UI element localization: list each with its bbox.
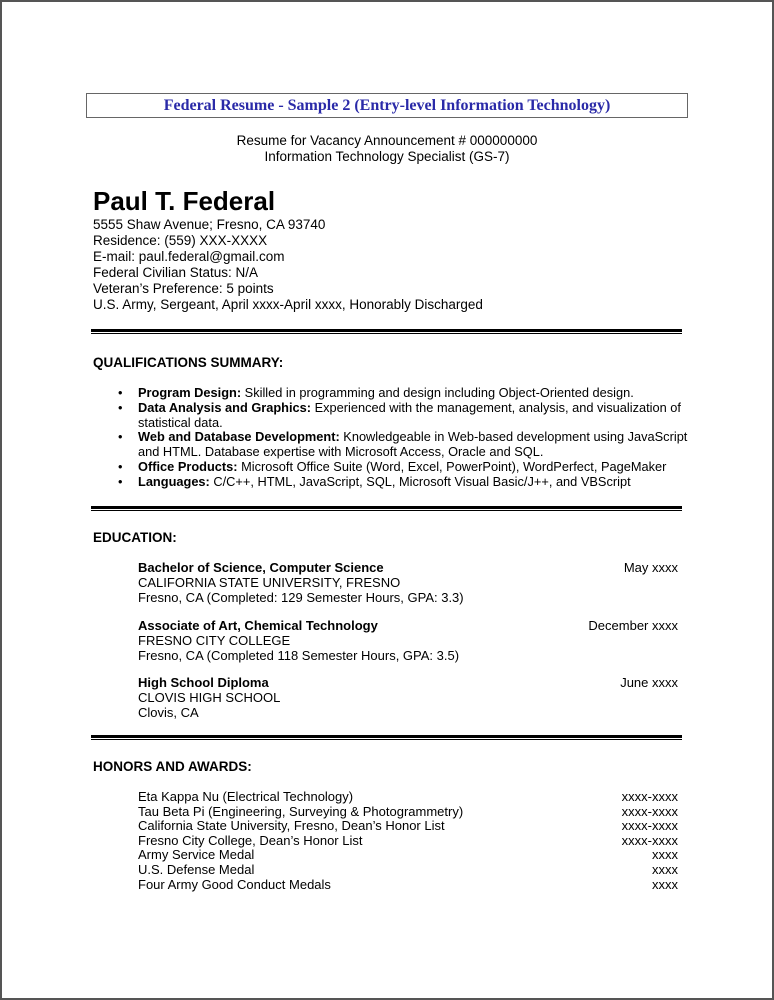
education-detail: Clovis, CA xyxy=(138,704,199,720)
item-text: Skilled in programming and design including Object-Oriented design. xyxy=(241,385,634,400)
award-name: U.S. Defense Medal xyxy=(138,861,255,877)
award-name: Tau Beta Pi (Engineering, Surveying & Photogrammetry) xyxy=(138,803,464,819)
honors-list xyxy=(138,790,678,892)
school: CLOVIS HIGH SCHOOL xyxy=(138,689,281,705)
award-name: Eta Kappa Nu (Electrical Technology) xyxy=(138,789,354,804)
degree: Bachelor of Science, Computer Science xyxy=(138,560,384,575)
item-label: Office Products: xyxy=(138,458,238,474)
school: CALIFORNIA STATE UNIVERSITY, FRESNO xyxy=(138,574,401,590)
list-item xyxy=(118,460,688,475)
list-item xyxy=(118,430,688,460)
award-name: California State University, Fresno, Dean’s Honor List xyxy=(138,818,445,834)
education-detail: Fresno, CA (Completed: 129 Semester Hours, GPA: 3.3) xyxy=(138,589,464,605)
award-name: Four Army Good Conduct Medals xyxy=(138,876,331,892)
list-item xyxy=(118,401,688,431)
vacancy-line: Resume for Vacancy Announcement # 000000000 xyxy=(236,133,538,148)
qualifications-list xyxy=(118,386,688,490)
award-years: xxxx xyxy=(652,861,678,877)
list-item xyxy=(138,819,678,834)
award-years: xxxx-xxxx xyxy=(621,832,678,848)
award-years: xxxx-xxxx xyxy=(621,789,678,804)
item-text: Experienced with the management, analysis, and visualization of statistical data. xyxy=(138,399,681,430)
item-text: Microsoft Office Suite (Word, Excel, PowerPoint), WordPerfect, PageMaker xyxy=(237,458,667,474)
award-name: Army Service Medal xyxy=(138,847,255,863)
section-divider xyxy=(91,506,682,511)
education-date: December xxxx xyxy=(588,618,678,633)
award-years: xxxx-xxxx xyxy=(621,803,678,819)
section-divider xyxy=(91,735,682,740)
contact-email: E-mail: paul.federal@gmail.com xyxy=(93,249,285,264)
section-divider xyxy=(91,329,682,334)
award-years: xxxx xyxy=(652,847,678,863)
contact-address: 5555 Shaw Avenue; Fresno, CA 93740 xyxy=(93,217,326,232)
contact-block xyxy=(93,217,483,313)
education-title: EDUCATION: xyxy=(93,530,177,545)
list-item xyxy=(118,475,688,490)
degree: Associate of Art, Chemical Technology xyxy=(138,618,378,633)
school: FRESNO CITY COLLEGE xyxy=(138,632,291,648)
degree: High School Diploma xyxy=(138,675,269,690)
item-label: Languages: xyxy=(138,473,210,489)
list-item xyxy=(138,863,678,878)
list-item xyxy=(138,834,678,849)
award-years: xxxx xyxy=(652,876,678,892)
position-line: Information Technology Specialist (GS-7) xyxy=(264,149,510,164)
contact-civilian-status: Federal Civilian Status: N/A xyxy=(93,265,259,280)
item-label: Web and Database Development: xyxy=(138,429,340,445)
list-item xyxy=(118,386,688,401)
contact-phone: Residence: (559) XXX-XXXX xyxy=(93,233,268,248)
education-date: May xxxx xyxy=(623,560,678,575)
education-entry xyxy=(138,619,678,663)
education-detail: Fresno, CA (Completed 118 Semester Hours, GPA: 3.5) xyxy=(138,647,460,663)
list-item xyxy=(138,878,678,893)
award-years: xxxx-xxxx xyxy=(621,818,678,834)
item-label: Program Design: xyxy=(138,385,242,400)
item-label: Data Analysis and Graphics: xyxy=(138,399,312,415)
item-text: Knowledgeable in Web-based development using JavaScript and HTML. Database expertise with Microsoft Access, Oracle and SQL. xyxy=(138,429,688,460)
list-item xyxy=(138,848,678,863)
education-entry xyxy=(138,561,678,605)
education-entry xyxy=(138,676,678,720)
banner-title: Federal Resume - Sample 2 (Entry-level Information Technology) xyxy=(86,93,688,118)
list-item xyxy=(138,790,678,805)
honors-title: HONORS AND AWARDS: xyxy=(93,759,252,774)
contact-veteran-preference: Veteran’s Preference: 5 points xyxy=(93,281,274,296)
applicant-name: Paul T. Federal xyxy=(93,186,276,216)
qualifications-title: QUALIFICATIONS SUMMARY: xyxy=(93,355,284,370)
contact-military-service: U.S. Army, Sergeant, April xxxx-April xxxx, Honorably Discharged xyxy=(93,297,483,312)
item-text: C/C++, HTML, JavaScript, SQL, Microsoft Visual Basic/J++, and VBScript xyxy=(209,473,631,489)
list-item xyxy=(138,805,678,820)
education-date: June xxxx xyxy=(620,675,678,690)
award-name: Fresno City College, Dean’s Honor List xyxy=(138,832,363,848)
